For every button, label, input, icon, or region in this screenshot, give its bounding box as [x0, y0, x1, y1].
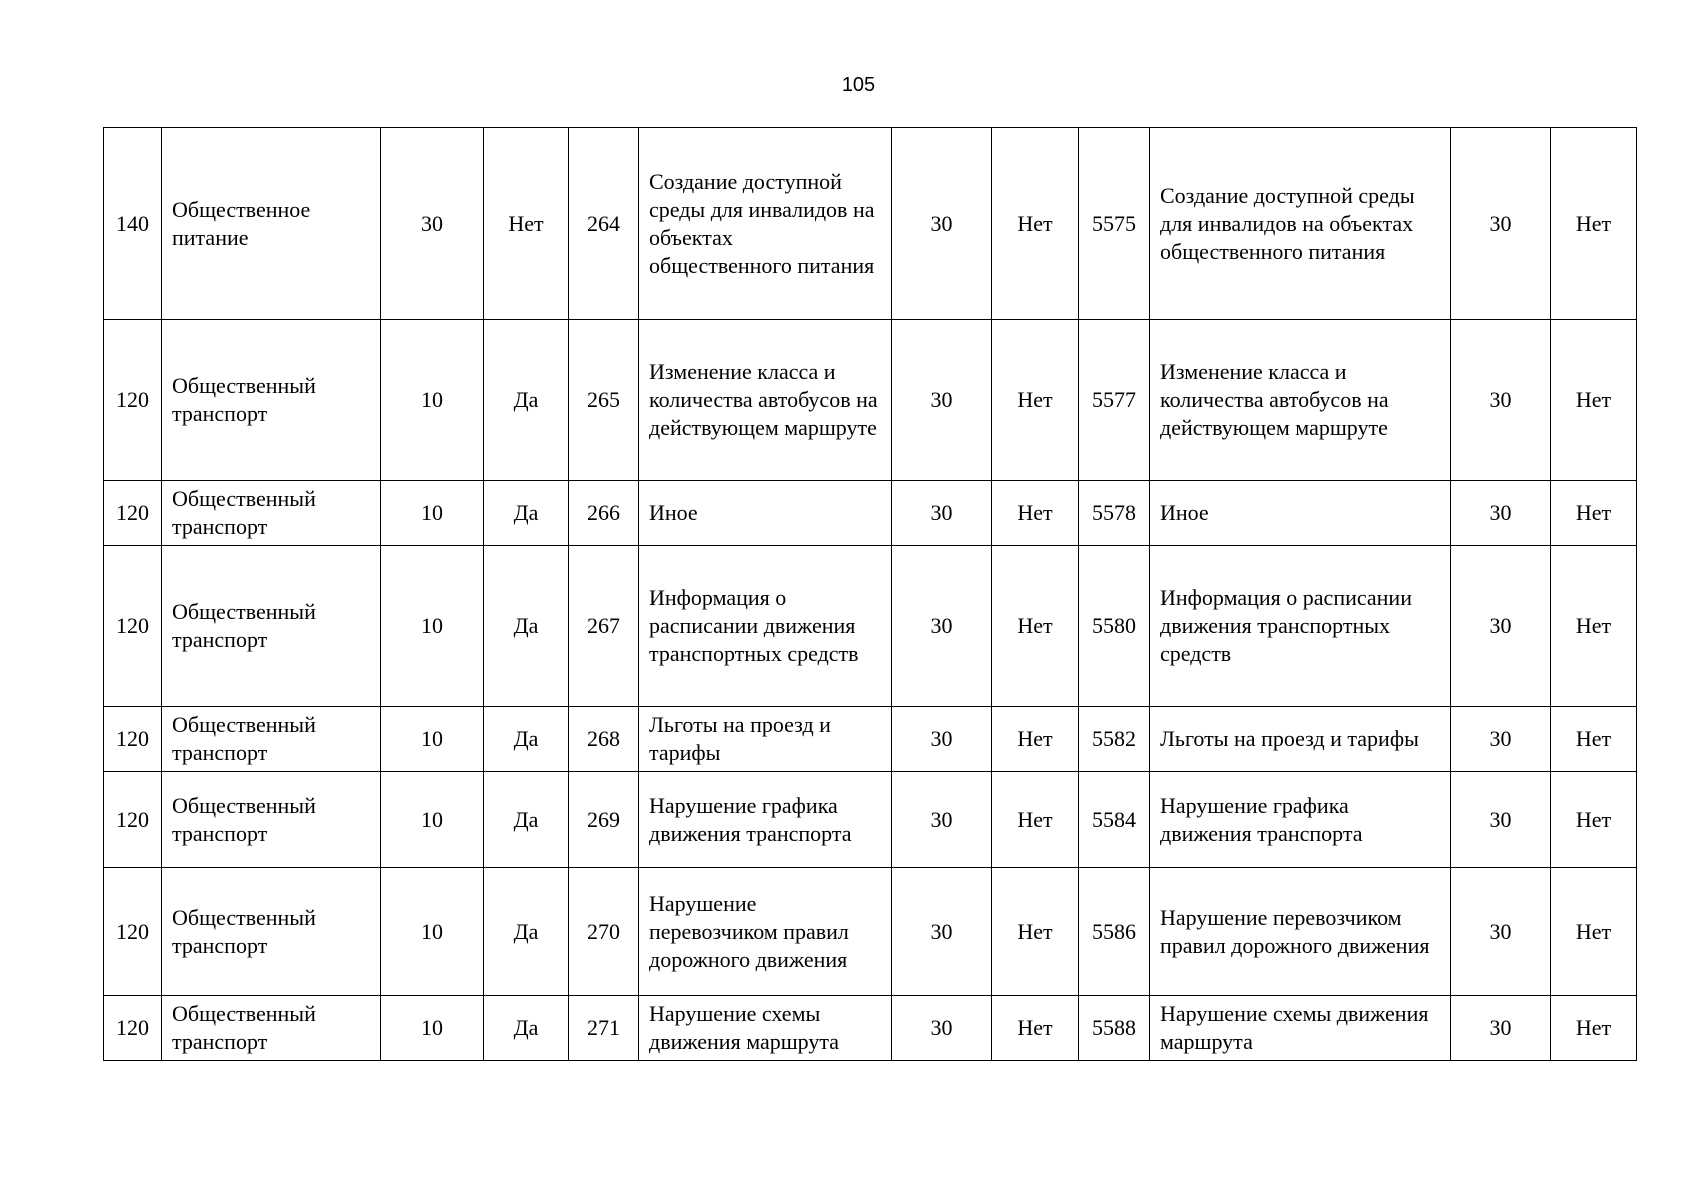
- cell-id: 5582: [1079, 707, 1150, 772]
- cell-days: 30: [1451, 772, 1551, 868]
- cell-topic: Льготы на проезд и тарифы: [639, 707, 892, 772]
- cell-days: 30: [892, 320, 992, 481]
- cell-flag: Да: [484, 320, 569, 481]
- cell-flag: Нет: [1551, 772, 1637, 868]
- cell-code: 120: [104, 546, 162, 707]
- cell-code: 120: [104, 996, 162, 1061]
- cell-flag: Нет: [992, 128, 1079, 320]
- cell-topic: Нарушение графика движения транспорта: [1150, 772, 1451, 868]
- table-row: [104, 320, 1637, 481]
- cell-flag: Да: [484, 546, 569, 707]
- cell-id: 268: [569, 707, 639, 772]
- cell-category: Общественный транспорт: [162, 772, 381, 868]
- cell-flag: Нет: [992, 546, 1079, 707]
- cell-days: 30: [892, 481, 992, 546]
- cell-days: 30: [1451, 868, 1551, 996]
- table-row: [104, 772, 1637, 868]
- cell-flag: Нет: [1551, 481, 1637, 546]
- cell-flag: Да: [484, 707, 569, 772]
- cell-flag: Да: [484, 996, 569, 1061]
- cell-days: 10: [381, 481, 484, 546]
- table-row: [104, 707, 1637, 772]
- cell-id: 264: [569, 128, 639, 320]
- cell-days: 30: [1451, 546, 1551, 707]
- table-row: [104, 481, 1637, 546]
- cell-id: 269: [569, 772, 639, 868]
- cell-days: 30: [1451, 320, 1551, 481]
- cell-flag: Да: [484, 868, 569, 996]
- cell-id: 266: [569, 481, 639, 546]
- cell-topic: Нарушение схемы движения маршрута: [1150, 996, 1451, 1061]
- cell-category: Общественный транспорт: [162, 546, 381, 707]
- cell-days: 30: [892, 772, 992, 868]
- page-number: 105: [841, 74, 876, 96]
- cell-id: 5577: [1079, 320, 1150, 481]
- cell-days: 10: [381, 996, 484, 1061]
- cell-flag: Нет: [1551, 320, 1637, 481]
- cell-category: Общественный транспорт: [162, 320, 381, 481]
- cell-flag: Нет: [1551, 868, 1637, 996]
- cell-id: 5580: [1079, 546, 1150, 707]
- cell-topic: Нарушение графика движения транспорта: [639, 772, 892, 868]
- cell-days: 30: [892, 707, 992, 772]
- cell-topic: Нарушение перевозчиком правил дорожного движения: [1150, 868, 1451, 996]
- cell-topic: Нарушение схемы движения маршрута: [639, 996, 892, 1061]
- cell-topic: Информация о расписании движения транспортных средств: [639, 546, 892, 707]
- cell-flag: Нет: [484, 128, 569, 320]
- cell-topic: Изменение класса и количества автобусов на действующем маршруте: [639, 320, 892, 481]
- cell-days: 10: [381, 546, 484, 707]
- cell-flag: Да: [484, 481, 569, 546]
- cell-flag: Нет: [992, 320, 1079, 481]
- cell-flag: Нет: [992, 996, 1079, 1061]
- cell-days: 30: [1451, 707, 1551, 772]
- cell-days: 30: [1451, 481, 1551, 546]
- cell-days: 30: [381, 128, 484, 320]
- cell-id: 5578: [1079, 481, 1150, 546]
- cell-topic: Иное: [1150, 481, 1451, 546]
- cell-id: 5588: [1079, 996, 1150, 1061]
- cell-id: 265: [569, 320, 639, 481]
- cell-topic: Создание доступной среды для инвалидов на объектах общественного питания: [1150, 128, 1451, 320]
- cell-flag: Нет: [1551, 128, 1637, 320]
- cell-days: 10: [381, 772, 484, 868]
- cell-code: 120: [104, 868, 162, 996]
- table-row: [104, 996, 1637, 1061]
- cell-flag: Нет: [992, 868, 1079, 996]
- cell-flag: Да: [484, 772, 569, 868]
- cell-category: Общественный транспорт: [162, 481, 381, 546]
- cell-days: 30: [892, 128, 992, 320]
- cell-code: 120: [104, 772, 162, 868]
- cell-id: 267: [569, 546, 639, 707]
- cell-days: 30: [892, 546, 992, 707]
- cell-code: 120: [104, 481, 162, 546]
- table-row: [104, 128, 1637, 320]
- cell-id: 270: [569, 868, 639, 996]
- cell-flag: Нет: [992, 481, 1079, 546]
- cell-id: 5586: [1079, 868, 1150, 996]
- cell-days: 10: [381, 707, 484, 772]
- cell-flag: Нет: [1551, 546, 1637, 707]
- cell-days: 30: [892, 868, 992, 996]
- cell-id: 5575: [1079, 128, 1150, 320]
- table-row: [104, 868, 1637, 996]
- cell-category: Общественное питание: [162, 128, 381, 320]
- cell-category: Общественный транспорт: [162, 707, 381, 772]
- cell-days: 10: [381, 320, 484, 481]
- cell-id: 5584: [1079, 772, 1150, 868]
- cell-flag: Нет: [992, 707, 1079, 772]
- cell-days: 30: [1451, 128, 1551, 320]
- cell-id: 271: [569, 996, 639, 1061]
- cell-topic: Нарушение перевозчиком правил дорожного движения: [639, 868, 892, 996]
- cell-topic: Создание доступной среды для инвалидов на объектах общественного питания: [639, 128, 892, 320]
- cell-code: 120: [104, 707, 162, 772]
- cell-topic: Иное: [639, 481, 892, 546]
- table-row: [104, 546, 1637, 707]
- cell-topic: Информация о расписании движения транспортных средств: [1150, 546, 1451, 707]
- cell-flag: Нет: [1551, 996, 1637, 1061]
- cell-category: Общественный транспорт: [162, 868, 381, 996]
- cell-topic: Изменение класса и количества автобусов на действующем маршруте: [1150, 320, 1451, 481]
- data-table: [103, 127, 1637, 1061]
- cell-days: 10: [381, 868, 484, 996]
- cell-code: 140: [104, 128, 162, 320]
- cell-topic: Льготы на проезд и тарифы: [1150, 707, 1451, 772]
- cell-days: 30: [1451, 996, 1551, 1061]
- cell-days: 30: [892, 996, 992, 1061]
- cell-flag: Нет: [992, 772, 1079, 868]
- cell-code: 120: [104, 320, 162, 481]
- cell-category: Общественный транспорт: [162, 996, 381, 1061]
- cell-flag: Нет: [1551, 707, 1637, 772]
